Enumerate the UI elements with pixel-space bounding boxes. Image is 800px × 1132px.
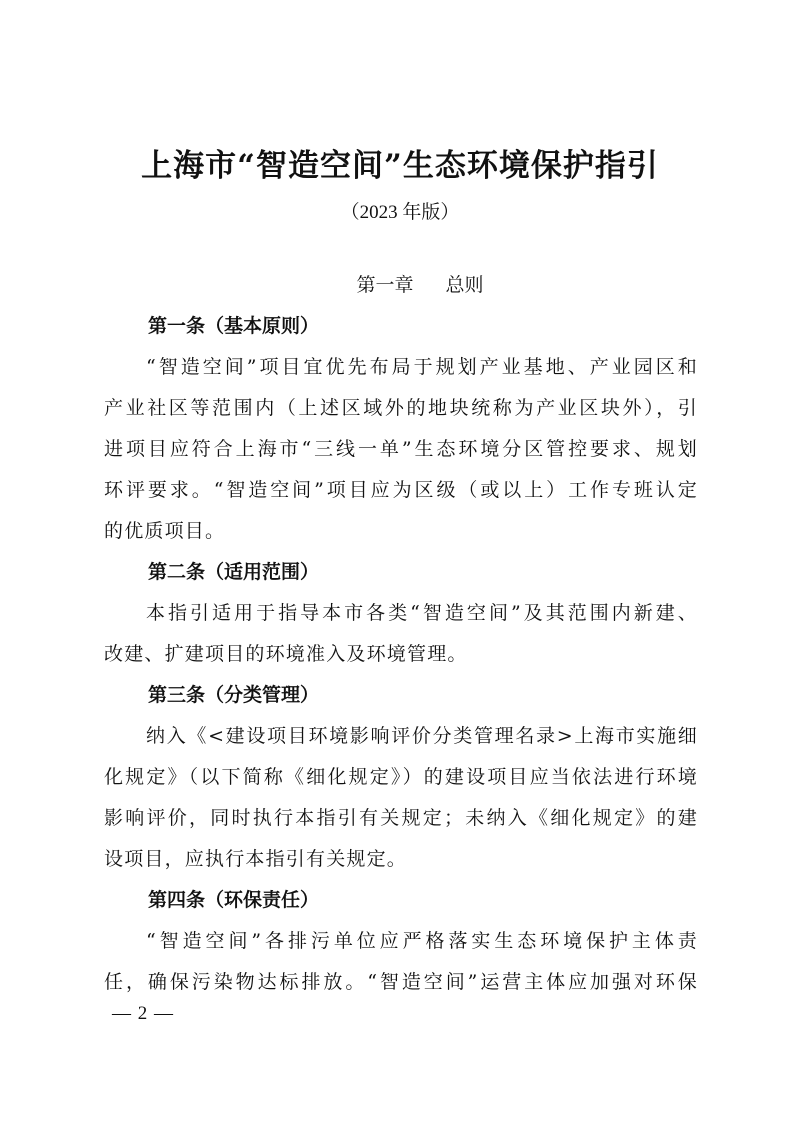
article-2 bbox=[104, 552, 698, 675]
document-edition: （2023 年版） bbox=[340, 202, 460, 223]
article-body bbox=[104, 593, 698, 675]
article-heading: 第三条（分类管理） bbox=[148, 684, 320, 706]
article-body bbox=[104, 347, 698, 552]
body-line: 影响评价，同时执行本指引有关规定；未纳入《细化规定》的建 bbox=[104, 807, 698, 829]
chapter-number: 第一章 bbox=[356, 274, 414, 296]
body-line: 的优质项目。 bbox=[104, 520, 226, 542]
body-line: 改建、扩建项目的环境准入及环境管理。 bbox=[104, 643, 468, 665]
article-1 bbox=[104, 306, 698, 552]
chapter-name: 总则 bbox=[445, 274, 484, 296]
document-title: 上海市“智造空间”生态环境保护指引 bbox=[141, 148, 659, 184]
body-line: 产业社区等范围内（上述区域外的地块统称为产业区块外），引 bbox=[104, 397, 698, 419]
article-body bbox=[104, 921, 698, 1003]
article-heading: 第四条（环保责任） bbox=[148, 889, 320, 911]
body-line: 化规定》（以下简称《细化规定》）的建设项目应当依法进行环境 bbox=[104, 766, 698, 788]
body-line: 环评要求。“智造空间”项目应为区级（或以上）工作专班认定 bbox=[104, 479, 698, 501]
body-line: 进项目应符合上海市“三线一单”生态环境分区管控要求、规划 bbox=[104, 438, 698, 460]
article-4 bbox=[104, 880, 698, 1003]
body-line: 任，确保污染物达标排放。“智造空间”运营主体应加强对环保 bbox=[104, 971, 698, 993]
article-heading: 第一条（基本原则） bbox=[148, 315, 320, 337]
page-number: — 2 — bbox=[112, 1003, 174, 1024]
article-body bbox=[104, 716, 698, 880]
article-3 bbox=[104, 675, 698, 880]
body-line: 纳入《<建设项目环境影响评价分类管理名录>上海市实施细 bbox=[146, 725, 698, 747]
chapter-heading bbox=[0, 270, 800, 297]
body-line: “智造空间”项目宜优先布局于规划产业基地、产业园区和 bbox=[146, 356, 698, 378]
body-line: “智造空间”各排污单位应严格落实生态环境保护主体责 bbox=[146, 930, 698, 952]
body-line: 本指引适用于指导本市各类“智造空间”及其范围内新建、 bbox=[146, 602, 698, 624]
body-line: 设项目，应执行本指引有关规定。 bbox=[104, 848, 408, 870]
article-heading: 第二条（适用范围） bbox=[148, 561, 320, 583]
